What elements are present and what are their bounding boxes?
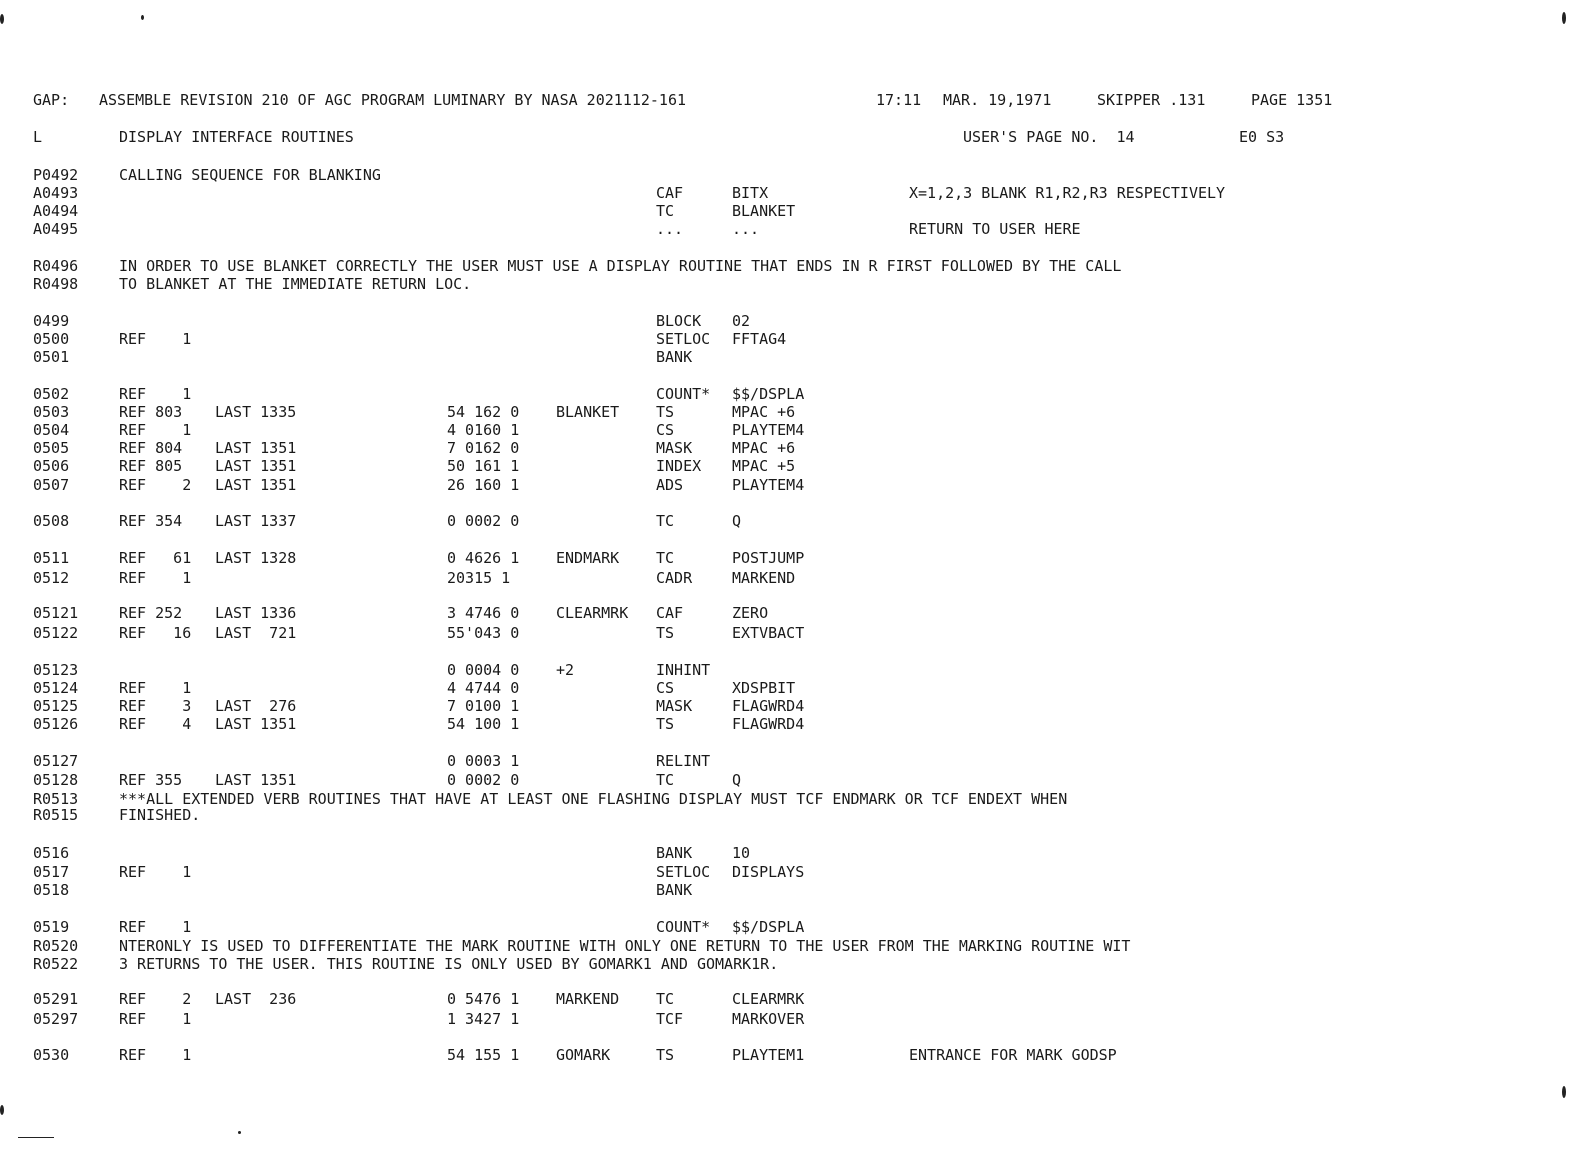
row-label: ENDMARK (556, 549, 620, 567)
row-ref: REF 1 (119, 569, 192, 587)
row-ref: REF 1 (119, 918, 192, 936)
row-last: LAST 1337 (215, 512, 297, 530)
row-op: BANK (656, 881, 693, 899)
row-label: CLEARMRK (556, 604, 629, 622)
row-no: R0520 (33, 937, 79, 955)
row-no: 0500 (33, 330, 70, 348)
row-op: RELINT (656, 752, 711, 770)
row-no: 05122 (33, 624, 79, 642)
row-operand: BLANKET (732, 202, 796, 220)
row-no: 05297 (33, 1010, 79, 1028)
row-no: A0495 (33, 220, 79, 238)
row-operand: FLAGWRD4 (732, 715, 805, 733)
row-op: ADS (656, 476, 684, 494)
row-ref: REF 803 (119, 403, 183, 421)
row-op: TC (656, 990, 675, 1008)
row-operand: PLAYTEM4 (732, 476, 805, 494)
row-ref: REF 1 (119, 679, 192, 697)
row-word: 0 0003 1 (447, 752, 520, 770)
row-no: 0501 (33, 348, 70, 366)
row-word: 20315 1 (447, 569, 511, 587)
row-ref: REF 1 (119, 385, 192, 403)
row-no: 0502 (33, 385, 70, 403)
row-ref: REF 354 (119, 512, 183, 530)
row-no: 0504 (33, 421, 70, 439)
row-last: LAST 1328 (215, 549, 297, 567)
row-text: NTERONLY IS USED TO DIFFERENTIATE THE MARK ROUTINE WITH ONLY ONE RETURN TO THE USER FROM THE MARKING ROUTINE WIT (119, 937, 1131, 955)
row-word: 0 4626 1 (447, 549, 520, 567)
row-word: 0 0002 0 (447, 512, 520, 530)
row-ref: REF 804 (119, 439, 183, 457)
row-label: GOMARK (556, 1046, 611, 1064)
row-operand: XDSPBIT (732, 679, 796, 697)
scan-speck (1562, 1086, 1566, 1098)
scan-speck (0, 14, 4, 24)
row-op: CAF (656, 604, 684, 622)
row-op: CS (656, 679, 675, 697)
row-ref: REF 1 (119, 330, 192, 348)
row-op: CAF (656, 184, 684, 202)
row-ref: REF 355 (119, 771, 183, 789)
row-comment: ENTRANCE FOR MARK GODSP (909, 1046, 1117, 1064)
row-no: 0505 (33, 439, 70, 457)
row-no: 05291 (33, 990, 79, 1008)
assembly-time: 17:11 (876, 91, 922, 109)
row-no: 0506 (33, 457, 70, 475)
row-op: BANK (656, 348, 693, 366)
row-no: 05126 (33, 715, 79, 733)
row-op: MASK (656, 439, 693, 457)
row-op: INDEX (656, 457, 702, 475)
row-word: 7 0100 1 (447, 697, 520, 715)
row-op: TS (656, 403, 675, 421)
row-label: BLANKET (556, 403, 620, 421)
row-comment: X=1,2,3 BLANK R1,R2,R3 RESPECTIVELY (909, 184, 1226, 202)
row-word: 1 3427 1 (447, 1010, 520, 1028)
row-op: BANK (656, 844, 693, 862)
row-word: 26 160 1 (447, 476, 520, 494)
row-word: 0 0002 0 (447, 771, 520, 789)
row-op: TS (656, 624, 675, 642)
row-word: 7 0162 0 (447, 439, 520, 457)
row-op: MASK (656, 697, 693, 715)
row-text: FINISHED. (119, 806, 201, 824)
row-no: R0513 (33, 790, 79, 808)
row-no: 05121 (33, 604, 79, 622)
scan-speck (1562, 12, 1566, 24)
row-no: A0493 (33, 184, 79, 202)
assembly-date: MAR. 19,1971 (943, 91, 1052, 109)
row-op: TS (656, 715, 675, 733)
row-no: 0503 (33, 403, 70, 421)
row-no: 0517 (33, 863, 70, 881)
row-operand: ZERO (732, 604, 769, 622)
scan-speck (141, 15, 144, 20)
row-op: COUNT* (656, 385, 711, 403)
row-operand: MARKOVER (732, 1010, 805, 1028)
row-operand: Q (732, 771, 742, 789)
row-op: TC (656, 512, 675, 530)
row-no: 0499 (33, 312, 70, 330)
row-ref: REF 4 (119, 715, 192, 733)
row-no: 05124 (33, 679, 79, 697)
row-no: 05125 (33, 697, 79, 715)
row-op: CADR (656, 569, 693, 587)
row-op: BLOCK (656, 312, 702, 330)
row-op: SETLOC (656, 863, 711, 881)
row-no: 0516 (33, 844, 70, 862)
row-op: TS (656, 1046, 675, 1064)
assembly-author: SKIPPER .131 (1097, 91, 1206, 109)
row-operand: $$/DSPLA (732, 918, 805, 936)
row-operand: POSTJUMP (732, 549, 805, 567)
row-op: TC (656, 549, 675, 567)
row-ref: REF 2 (119, 476, 192, 494)
row-op: INHINT (656, 661, 711, 679)
row-no: P0492 (33, 166, 79, 184)
row-no: R0498 (33, 275, 79, 293)
row-last: LAST 276 (215, 697, 297, 715)
row-word: 54 162 0 (447, 403, 520, 421)
row-no: 0508 (33, 512, 70, 530)
row-no: 0512 (33, 569, 70, 587)
row-op: CS (656, 421, 675, 439)
row-last: LAST 1336 (215, 604, 297, 622)
row-no: R0496 (33, 257, 79, 275)
row-operand: PLAYTEM4 (732, 421, 805, 439)
row-ref: REF 805 (119, 457, 183, 475)
row-op: SETLOC (656, 330, 711, 348)
row-last: LAST 1335 (215, 403, 297, 421)
row-last: LAST 1351 (215, 771, 297, 789)
gap-label: GAP: (33, 91, 70, 109)
row-operand: FLAGWRD4 (732, 697, 805, 715)
row-word: 55'043 0 (447, 624, 520, 642)
row-op: ... (656, 220, 684, 238)
row-last: LAST 1351 (215, 715, 297, 733)
row-last: LAST 1351 (215, 476, 297, 494)
row-operand: ... (732, 220, 760, 238)
row-no: 0518 (33, 881, 70, 899)
row-no: R0522 (33, 955, 79, 973)
row-last: LAST 1351 (215, 439, 297, 457)
row-text: 3 RETURNS TO THE USER. THIS ROUTINE IS ONLY USED BY GOMARK1 AND GOMARK1R. (119, 955, 779, 973)
row-no: 0530 (33, 1046, 70, 1064)
row-ref: REF 16 (119, 624, 192, 642)
row-text: TO BLANKET AT THE IMMEDIATE RETURN LOC. (119, 275, 472, 293)
row-no: A0494 (33, 202, 79, 220)
row-word: 4 4744 0 (447, 679, 520, 697)
row-ref: REF 61 (119, 549, 192, 567)
scan-speck (0, 1105, 4, 1115)
row-operand: MARKEND (732, 569, 796, 587)
row-word: 54 100 1 (447, 715, 520, 733)
section-title: DISPLAY INTERFACE ROUTINES (119, 128, 354, 146)
row-operand: 10 (732, 844, 751, 862)
row-last: LAST 721 (215, 624, 297, 642)
row-op: TCF (656, 1010, 684, 1028)
row-op: COUNT* (656, 918, 711, 936)
row-text: ***ALL EXTENDED VERB ROUTINES THAT HAVE AT LEAST ONE FLASHING DISPLAY MUST TCF ENDMARK OR TCF ENDEXT WHEN (119, 790, 1068, 808)
row-ref: REF 252 (119, 604, 183, 622)
row-text: CALLING SEQUENCE FOR BLANKING (119, 166, 381, 184)
users-page-number: USER'S PAGE NO. 14 (963, 128, 1135, 146)
row-operand: FFTAG4 (732, 330, 787, 348)
row-operand: MPAC +5 (732, 457, 796, 475)
row-no: 05128 (33, 771, 79, 789)
listing-type: L (33, 128, 43, 146)
row-label: +2 (556, 661, 575, 679)
row-comment: RETURN TO USER HERE (909, 220, 1081, 238)
row-text: IN ORDER TO USE BLANKET CORRECTLY THE USER MUST USE A DISPLAY ROUTINE THAT ENDS IN R FIRST FOLLOWED BY THE CALL (119, 257, 1122, 275)
section-code: E0 S3 (1239, 128, 1285, 146)
scan-speck (18, 1137, 54, 1138)
scan-speck (238, 1131, 241, 1134)
row-no: 05127 (33, 752, 79, 770)
row-ref: REF 1 (119, 1010, 192, 1028)
row-operand: EXTVBACT (732, 624, 805, 642)
page-number: PAGE 1351 (1251, 91, 1333, 109)
row-operand: $$/DSPLA (732, 385, 805, 403)
row-ref: REF 1 (119, 421, 192, 439)
row-operand: MPAC +6 (732, 439, 796, 457)
row-operand: MPAC +6 (732, 403, 796, 421)
row-op: TC (656, 202, 675, 220)
row-no: R0515 (33, 806, 79, 824)
row-ref: REF 1 (119, 1046, 192, 1064)
row-no: 05123 (33, 661, 79, 679)
row-no: 0511 (33, 549, 70, 567)
row-operand: Q (732, 512, 742, 530)
row-last: LAST 236 (215, 990, 297, 1008)
row-last: LAST 1351 (215, 457, 297, 475)
row-word: 54 155 1 (447, 1046, 520, 1064)
row-word: 4 0160 1 (447, 421, 520, 439)
row-word: 0 0004 0 (447, 661, 520, 679)
row-label: MARKEND (556, 990, 620, 1008)
row-word: 50 161 1 (447, 457, 520, 475)
row-ref: REF 2 (119, 990, 192, 1008)
row-ref: REF 1 (119, 863, 192, 881)
row-operand: 02 (732, 312, 751, 330)
row-operand: DISPLAYS (732, 863, 805, 881)
row-word: 0 5476 1 (447, 990, 520, 1008)
row-op: TC (656, 771, 675, 789)
row-operand: CLEARMRK (732, 990, 805, 1008)
row-operand: BITX (732, 184, 769, 202)
row-no: 0519 (33, 918, 70, 936)
row-no: 0507 (33, 476, 70, 494)
assembly-title: ASSEMBLE REVISION 210 OF AGC PROGRAM LUMINARY BY NASA 2021112-161 (99, 91, 686, 109)
row-word: 3 4746 0 (447, 604, 520, 622)
row-ref: REF 3 (119, 697, 192, 715)
row-operand: PLAYTEM1 (732, 1046, 805, 1064)
